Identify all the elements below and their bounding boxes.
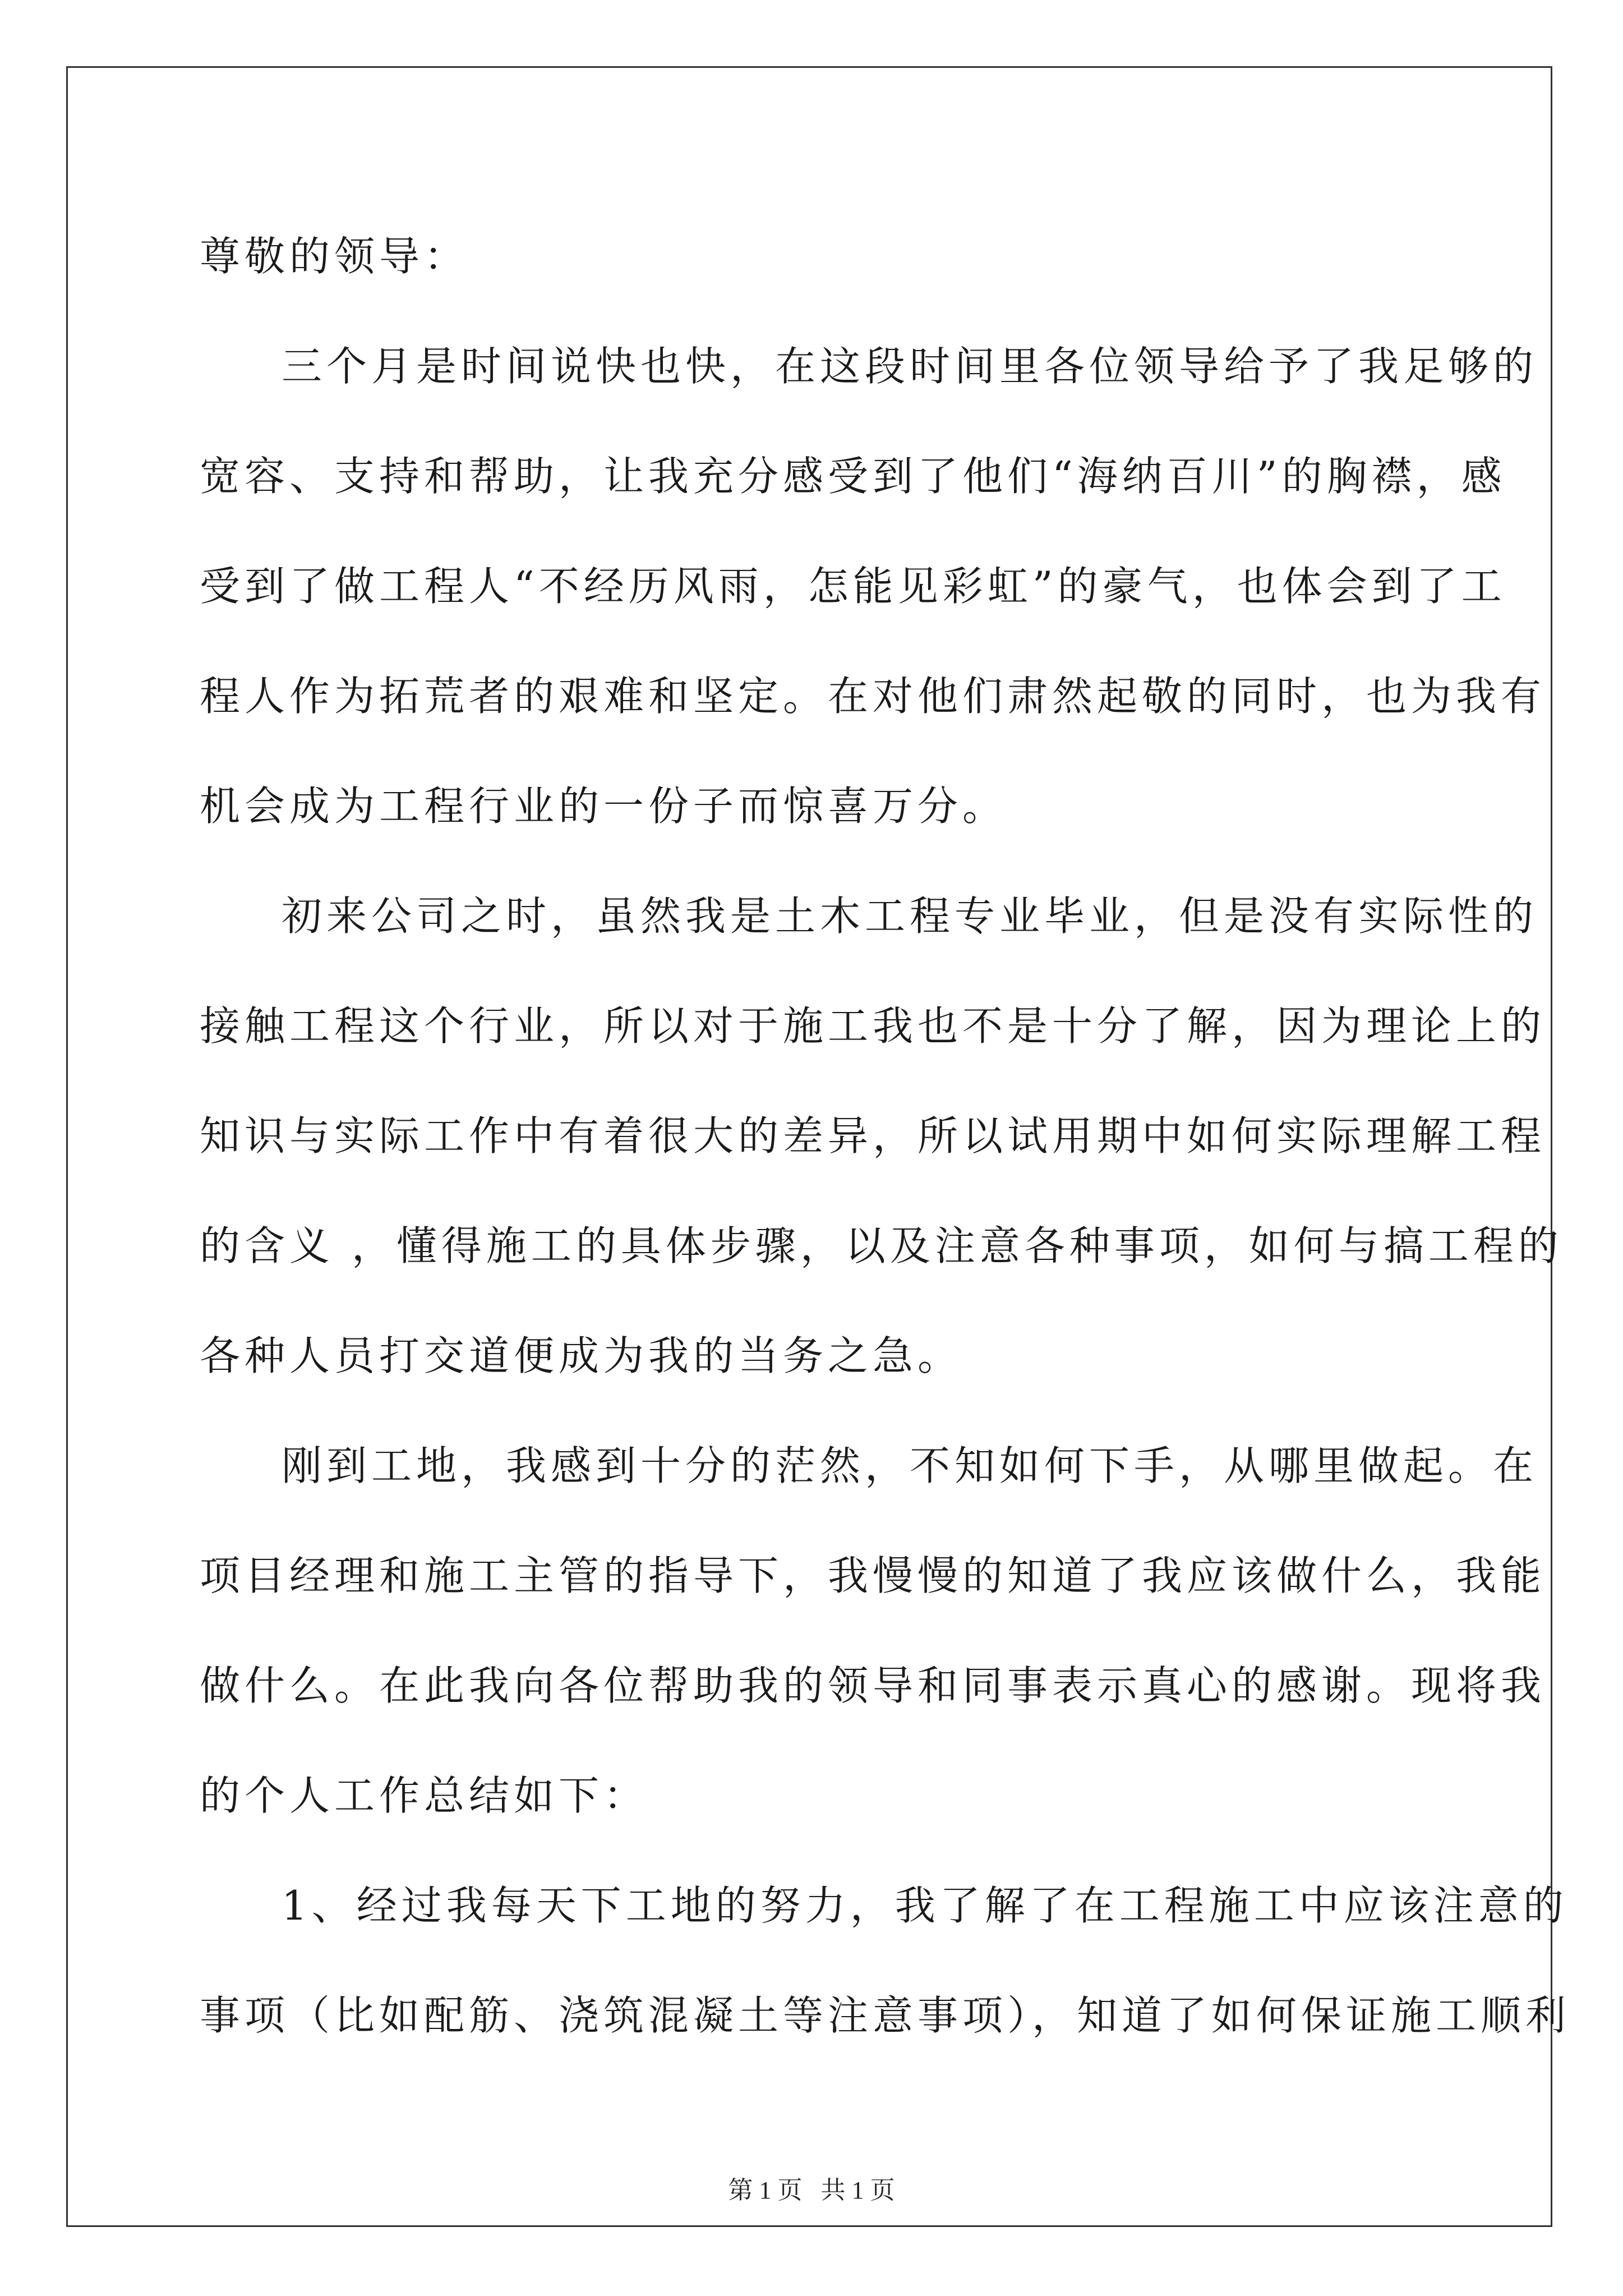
paragraph-line: 受到了做工程人“不经历风雨，怎能见彩虹”的豪气，也体会到了工 xyxy=(200,563,1506,610)
paragraph-4 xyxy=(200,1864,1571,2083)
paragraph-line: 刚到工地，我感到十分的茫然，不知如何下手，从哪里做起。在 xyxy=(282,1442,1538,1489)
page-number-footer: 第 1 页 共 1 页 xyxy=(728,2177,895,2204)
paragraph-line: 接触工程这个行业，所以对于施工我也不是十分了解，因为理论上的 xyxy=(200,1002,1546,1050)
paragraph-line: 宽容、支持和帮助，让我充分感受到了他们“海纳百川”的胸襟，感 xyxy=(200,453,1506,500)
paragraph-line: 项目经理和施工主管的指导下，我慢慢的知道了我应该做什么，我能 xyxy=(200,1552,1546,1599)
paragraph-3 xyxy=(200,1424,1546,1864)
paragraph-1 xyxy=(200,324,1546,874)
paragraph-line: 事项（比如配筋、浇筑混凝土等注意事项），知道了如何保证施工顺利 xyxy=(200,1992,1571,2039)
paragraph-line: 的个人工作总结如下： xyxy=(200,1772,649,1819)
paragraph-line: 程人作为拓荒者的艰难和坚定。在对他们肃然起敬的同时，也为我有 xyxy=(200,673,1546,720)
paragraph-line: 初来公司之时，虽然我是土木工程专业毕业，但是没有实际性的 xyxy=(282,892,1538,940)
paragraph-2 xyxy=(200,874,1563,1424)
paragraph-line: 三个月是时间说快也快，在这段时间里各位领导给予了我足够的 xyxy=(282,343,1538,390)
document-body xyxy=(200,214,1571,2083)
paragraph-line: 机会成为工程行业的一份子而惊喜万分。 xyxy=(200,783,1008,830)
greeting: 尊敬的领导： xyxy=(200,233,469,280)
paragraph-line: 知识与实际工作中有着很大的差异，所以试用期中如何实际理解工程 xyxy=(200,1112,1546,1159)
paragraph-line: 做什么。在此我向各位帮助我的领导和同事表示真心的感谢。现将我 xyxy=(200,1662,1546,1709)
paragraph-line: 1、经过我每天下工地的努力，我了解了在工程施工中应该注意的 xyxy=(282,1882,1568,1929)
paragraph-line: 的含义 ，懂得施工的具体步骤，以及注意各种事项，如何与搞工程的 xyxy=(200,1222,1563,1269)
paragraph-line: 各种人员打交道便成为我的当务之急。 xyxy=(200,1332,963,1379)
